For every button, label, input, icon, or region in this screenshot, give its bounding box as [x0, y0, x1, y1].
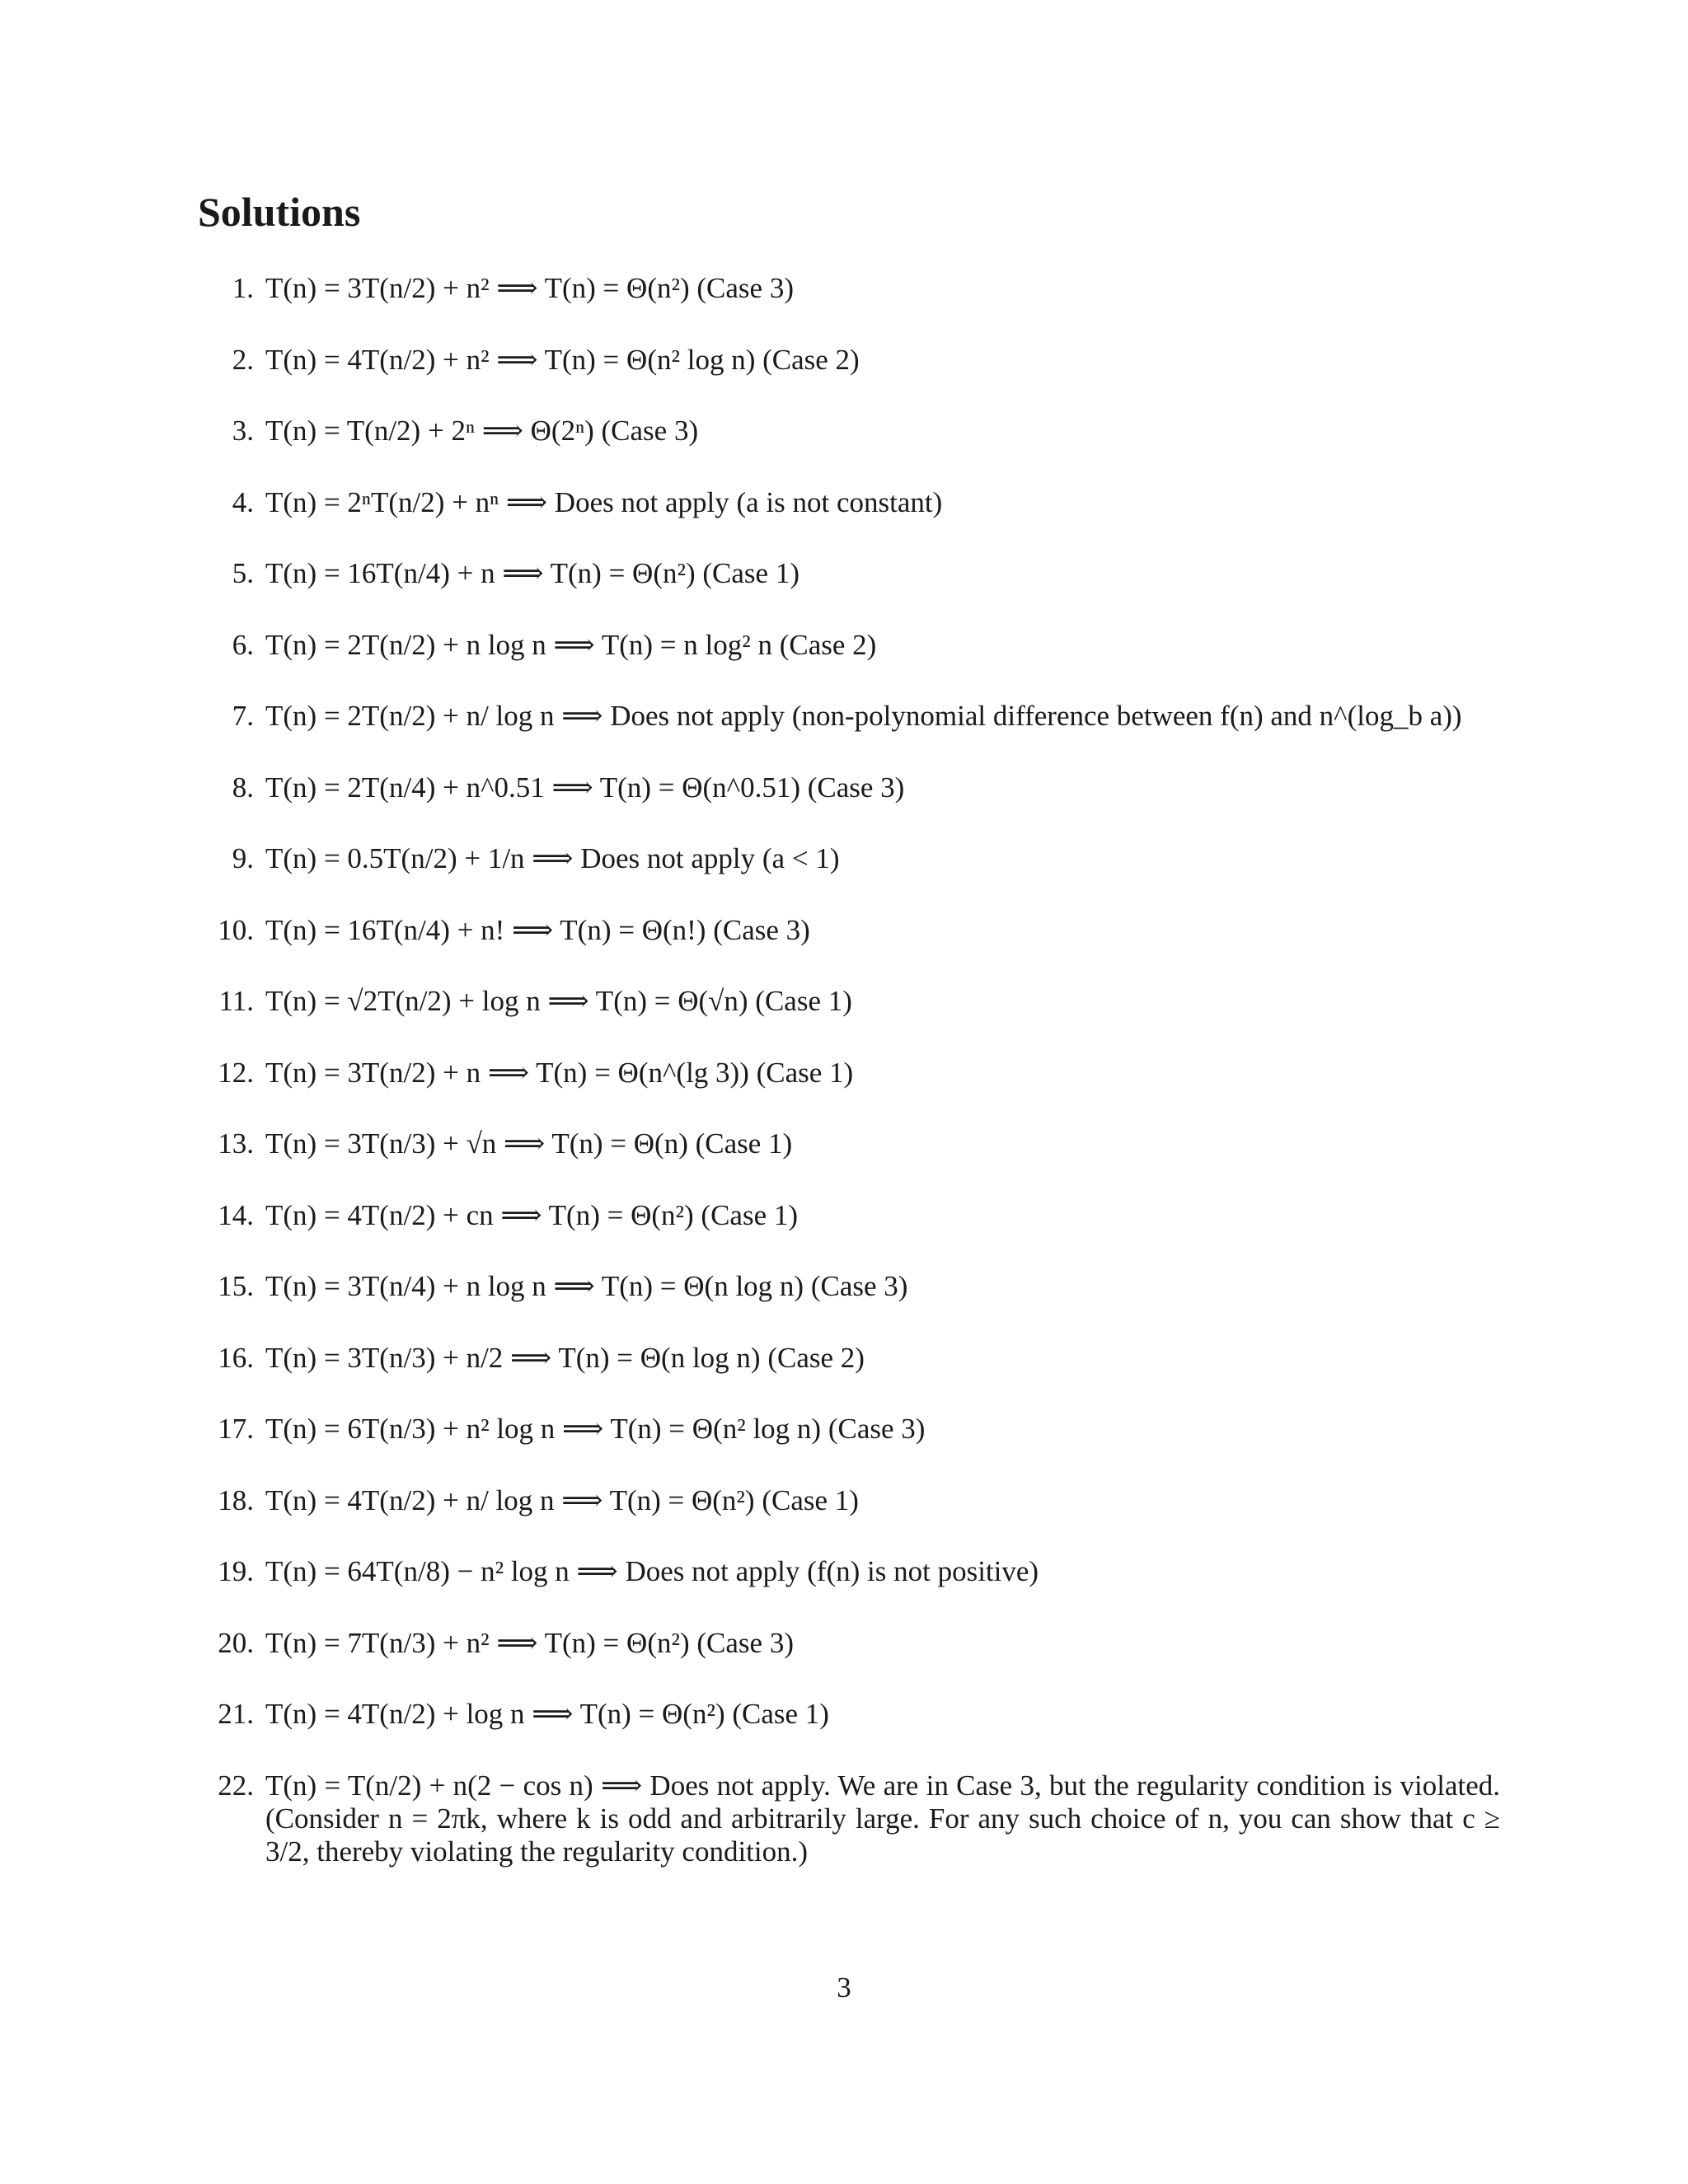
solution-text: T(n) = T(n/2) + 2ⁿ ⟹ Θ(2ⁿ) (Case 3)	[265, 415, 699, 447]
solution-number: 6.	[232, 628, 254, 661]
solution-text: T(n) = 4T(n/2) + cn ⟹ T(n) = Θ(n²) (Case 1)	[265, 1198, 799, 1231]
solution-number: 18.	[218, 1483, 254, 1516]
solution-number: 7.	[232, 700, 254, 732]
solution-item	[198, 771, 1500, 843]
solution-number: 14.	[218, 1198, 254, 1231]
solution-number: 16.	[218, 1341, 254, 1374]
solution-number: 5.	[232, 557, 254, 589]
solution-number: 11.	[218, 985, 254, 1017]
solution-number: 20.	[218, 1626, 254, 1659]
solution-item	[198, 1057, 1500, 1128]
solution-text: T(n) = 16T(n/4) + n ⟹ T(n) = Θ(n²) (Case 1)	[265, 557, 799, 589]
solution-text: T(n) = 7T(n/3) + n² ⟹ T(n) = Θ(n²) (Case 3)	[265, 1626, 794, 1659]
solution-text: T(n) = 4T(n/2) + n/ log n ⟹ T(n) = Θ(n²) (Case 1)	[265, 1483, 859, 1516]
solution-text: T(n) = 2T(n/2) + n log n ⟹ T(n) = n log² n (Case 2)	[265, 628, 877, 661]
solution-item	[198, 1698, 1500, 1769]
solution-text: T(n) = 2ⁿT(n/2) + nⁿ ⟹ Does not apply (a is not constant)	[265, 485, 943, 518]
solution-text: T(n) = T(n/2) + n(2 − cos n) ⟹ Does not apply. We are in Case 3, but the regularity condition is violated. (Consider n = 2πk, where k is odd and arbitrarily large. For any such choice of n, you can show that c ≥ 3/2, thereby violating the regularity condition.)	[265, 1769, 1500, 1868]
solution-number: 15.	[218, 1270, 254, 1302]
solution-item	[198, 557, 1500, 629]
solution-number: 22.	[218, 1769, 254, 1802]
solution-number: 13.	[218, 1127, 254, 1160]
solution-number: 2.	[232, 343, 254, 376]
solution-number: 21.	[218, 1698, 254, 1730]
solution-number: 3.	[232, 415, 254, 447]
solution-text: T(n) = 3T(n/4) + n log n ⟹ T(n) = Θ(n log n) (Case 3)	[265, 1270, 908, 1302]
page-number: 3	[837, 1971, 851, 2004]
solution-text: T(n) = 6T(n/3) + n² log n ⟹ T(n) = Θ(n² log n) (Case 3)	[265, 1413, 926, 1445]
solution-text: T(n) = 3T(n/2) + n² ⟹ T(n) = Θ(n²) (Case 3)	[265, 272, 794, 304]
solution-number: 9.	[232, 842, 254, 874]
solution-item	[198, 629, 1500, 701]
solution-text: T(n) = 16T(n/4) + n! ⟹ T(n) = Θ(n!) (Case 3)	[265, 913, 810, 946]
solution-item	[198, 1342, 1500, 1413]
solution-number: 10.	[218, 913, 254, 946]
solution-text: T(n) = 2T(n/4) + n^0.51 ⟹ T(n) = Θ(n^0.51) (Case 3)	[265, 771, 905, 804]
solution-item	[198, 415, 1500, 486]
solution-item	[198, 486, 1500, 558]
solution-text: T(n) = 4T(n/2) + log n ⟹ T(n) = Θ(n²) (Case 1)	[265, 1698, 829, 1730]
solution-item	[198, 914, 1500, 986]
solution-item	[198, 985, 1500, 1057]
solution-item	[198, 1127, 1500, 1199]
solution-number: 1.	[232, 272, 254, 304]
solution-number: 19.	[218, 1555, 254, 1587]
solution-number: 12.	[218, 1056, 254, 1089]
solution-item	[198, 1413, 1500, 1484]
solution-item	[198, 1199, 1500, 1271]
solution-item	[198, 842, 1500, 914]
solution-item	[198, 1627, 1500, 1699]
solution-text: T(n) = 2T(n/2) + n/ log n ⟹ Does not apply (non-polynomial difference between f(n) and n^(log_b a))	[265, 700, 1462, 732]
solution-item	[198, 344, 1500, 415]
solution-text: T(n) = 3T(n/3) + √n ⟹ T(n) = Θ(n) (Case 1)	[265, 1127, 793, 1160]
solution-number: 8.	[232, 771, 254, 804]
solution-item	[198, 1270, 1500, 1342]
solution-text: T(n) = 4T(n/2) + n² ⟹ T(n) = Θ(n² log n) (Case 2)	[265, 343, 860, 376]
solution-item	[198, 1769, 1500, 1868]
solution-number: 4.	[232, 485, 254, 518]
solution-item	[198, 1555, 1500, 1627]
section-heading: Solutions	[198, 189, 361, 235]
solution-item	[198, 700, 1500, 771]
solution-item	[198, 1484, 1500, 1556]
solutions-list	[198, 272, 1500, 1868]
solution-text: T(n) = 3T(n/3) + n/2 ⟹ T(n) = Θ(n log n) (Case 2)	[265, 1341, 865, 1374]
solution-text: T(n) = √2T(n/2) + log n ⟹ T(n) = Θ(√n) (Case 1)	[265, 985, 852, 1017]
solution-text: T(n) = 3T(n/2) + n ⟹ T(n) = Θ(n^(lg 3)) (Case 1)	[265, 1056, 854, 1089]
solution-item	[198, 272, 1500, 344]
solution-text: T(n) = 64T(n/8) − n² log n ⟹ Does not apply (f(n) is not positive)	[265, 1555, 1039, 1587]
solution-text: T(n) = 0.5T(n/2) + 1/n ⟹ Does not apply (a < 1)	[265, 842, 840, 874]
solution-number: 17.	[218, 1413, 254, 1445]
